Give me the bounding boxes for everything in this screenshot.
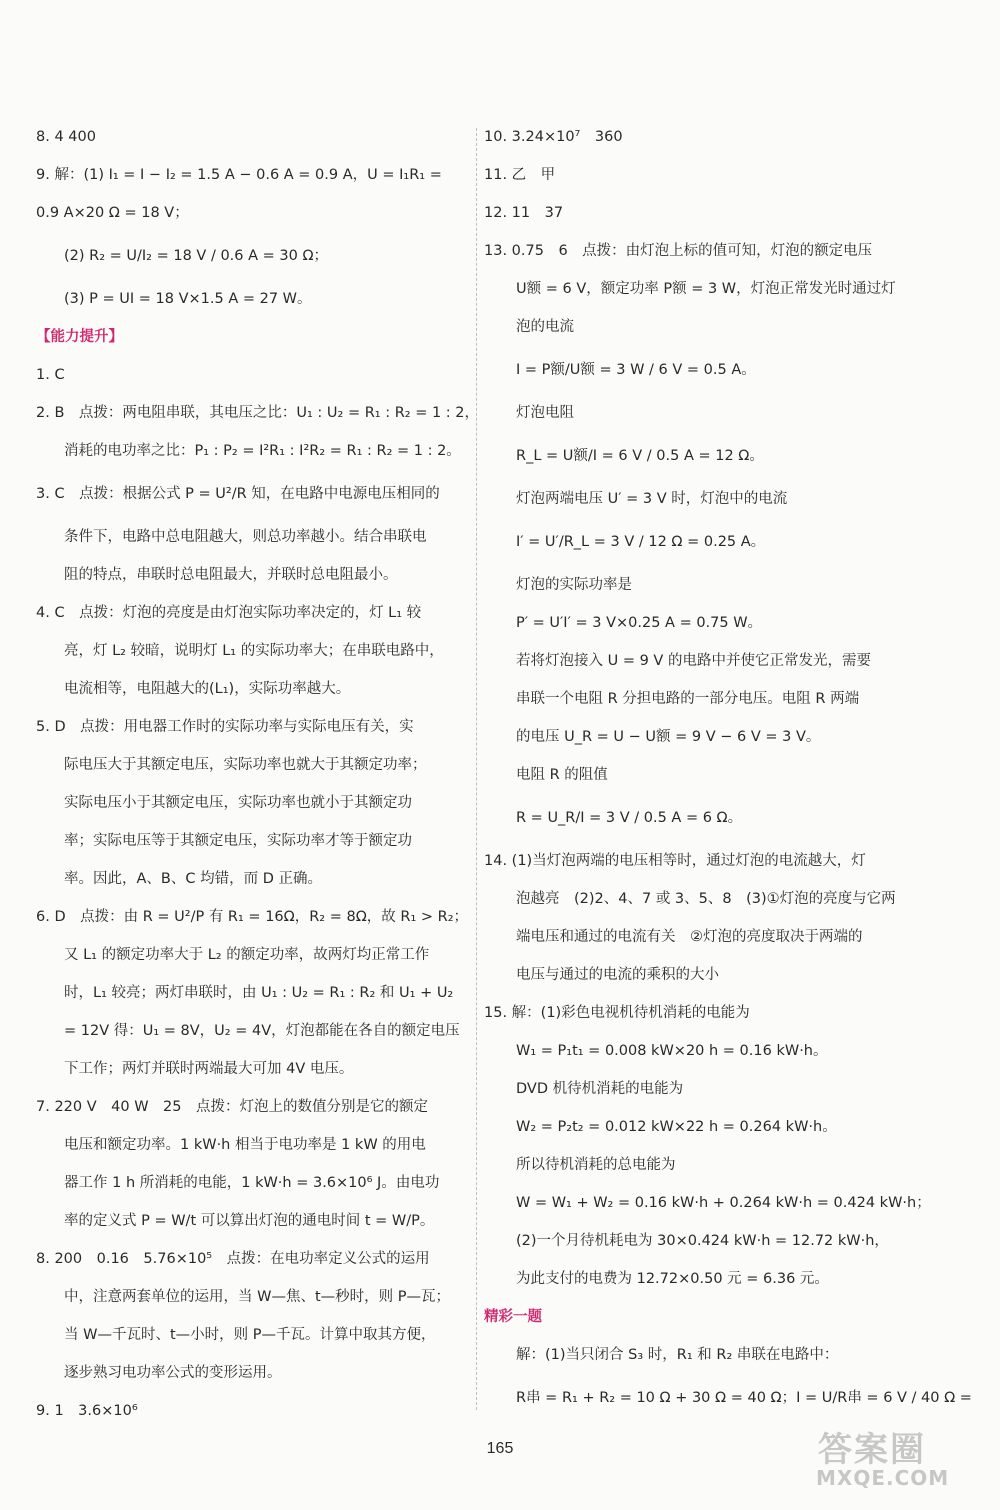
- answer-line: (2) R₂ = U/I₂ = 18 V / 0.6 A = 30 Ω；: [64, 248, 329, 264]
- answer-line: R_L = U额/I = 6 V / 0.5 A = 12 Ω。: [516, 448, 764, 464]
- answer-line: 下工作；两灯并联时两端最大可加 4V 电压。: [64, 1061, 354, 1077]
- answer-line: 泡越亮 (2)2、4、7 或 3、5、8 (3)①灯泡的亮度与它两: [516, 891, 896, 907]
- answer-line: 亮，灯 L₂ 较暗，说明灯 L₁ 的实际功率大；在串联电路中，: [64, 643, 444, 659]
- answer-line: 9. 1 3.6×10⁶: [36, 1403, 138, 1419]
- answer-line: 1. C: [36, 367, 65, 383]
- answer-line: 15. 解：(1)彩色电视机待机消耗的电能为: [484, 1005, 750, 1021]
- answer-line: 4. C 点拨：灯泡的亮度是由灯泡实际功率决定的，灯 L₁ 较: [36, 605, 422, 621]
- answer-line: 10. 3.24×10⁷ 360: [484, 129, 623, 145]
- answer-line: I = P额/U额 = 3 W / 6 V = 0.5 A。: [516, 362, 756, 378]
- answer-line: 12. 11 37: [484, 205, 564, 221]
- answer-line: 器工作 1 h 所消耗的电能，1 kW·h = 3.6×10⁶ J。由电功: [64, 1175, 440, 1191]
- answer-line: 9. 解：(1) I₁ = I − I₂ = 1.5 A − 0.6 A = 0.9 A，U = I₁R₁ =: [36, 167, 442, 183]
- section-heading: 【能力提升】: [36, 329, 123, 345]
- answer-line: W = W₁ + W₂ = 0.16 kW·h + 0.264 kW·h = 0.424 kW·h；: [516, 1195, 931, 1211]
- answer-line: 串联一个电阻 R 分担电路的一部分电压。电阻 R 两端: [516, 691, 860, 707]
- answer-line: 13. 0.75 6 点拨：由灯泡上标的值可知，灯泡的额定电压: [484, 243, 873, 259]
- answer-line: 电压和额定功率。1 kW·h 相当于电功率是 1 kW 的用电: [64, 1137, 426, 1153]
- answer-line: 8. 200 0.16 5.76×10⁵ 点拨：在电功率定义公式的运用: [36, 1251, 430, 1267]
- answer-line: W₁ = P₁t₁ = 0.008 kW×20 h = 0.16 kW·h。: [516, 1043, 828, 1059]
- answer-line: 消耗的电功率之比：P₁ : P₂ = I²R₁ : I²R₂ = R₁ : R₂ = 1 : 2。: [64, 443, 461, 459]
- left-answer-column: [36, 118, 480, 1430]
- answer-line: 中，注意两套单位的运用，当 W—焦、t—秒时，则 P—瓦；: [64, 1289, 450, 1305]
- answer-line: 8. 4 400: [36, 129, 96, 145]
- answer-line: P′ = U′I′ = 3 V×0.25 A = 0.75 W。: [516, 615, 763, 631]
- answer-line: 11. 乙 甲: [484, 167, 556, 183]
- watermark-url: MXQE.COM: [816, 1466, 950, 1490]
- answer-line: 5. D 点拨：用电器工作时的实际功率与实际电压有关，实: [36, 719, 414, 735]
- answer-line: = 12V 得：U₁ = 8V，U₂ = 4V，灯泡都能在各自的额定电压: [64, 1023, 460, 1039]
- answer-line: W₂ = P₂t₂ = 0.012 kW×22 h = 0.264 kW·h。: [516, 1119, 837, 1135]
- answer-line: 6. D 点拨：由 R = U²/P 有 R₁ = 16Ω，R₂ = 8Ω，故 R₁ > R₂；: [36, 909, 469, 925]
- answer-line: 解：(1)当只闭合 S₃ 时，R₁ 和 R₂ 串联在电路中：: [516, 1347, 839, 1363]
- answer-line: DVD 机待机消耗的电能为: [516, 1081, 684, 1097]
- answer-line: 电阻 R 的阻值: [516, 767, 608, 783]
- answer-line: 时，L₁ 较亮；两灯串联时，由 U₁ : U₂ = R₁ : R₂ 和 U₁ + U₂: [64, 985, 454, 1001]
- answer-line: R串 = R₁ + R₂ = 10 Ω + 30 Ω = 40 Ω；I = U/R串 = 6 V / 40 Ω =: [516, 1390, 972, 1406]
- watermark-cn: 答案圈: [818, 1430, 926, 1470]
- answer-line: 7. 220 V 40 W 25 点拨：灯泡上的数值分别是它的额定: [36, 1099, 428, 1115]
- right-answer-column: [484, 118, 972, 1422]
- answer-line: 条件下，电路中总电阻越大，则总功率越小。结合串联电: [64, 529, 427, 545]
- answer-line: 灯泡电阻: [516, 405, 574, 421]
- answer-line: (2)一个月待机耗电为 30×0.424 kW·h = 12.72 kW·h，: [516, 1233, 889, 1249]
- answer-line: 电压与通过的电流的乘积的大小: [516, 967, 719, 983]
- answer-line: I′ = U′/R_L = 3 V / 12 Ω = 0.25 A。: [516, 534, 766, 550]
- answer-line: 当 W—千瓦时、t—小时，则 P—千瓦。计算中取其方便，: [64, 1327, 436, 1343]
- section-heading: 精彩一题: [484, 1309, 542, 1325]
- answer-line: 若将灯泡接入 U = 9 V 的电路中并使它正常发光，需要: [516, 653, 871, 669]
- answer-line: 际电压大于其额定电压，实际功率也就大于其额定功率；: [64, 757, 427, 773]
- answer-line: 逐步熟习电功率公式的变形运用。: [64, 1365, 282, 1381]
- answer-line: 为此支付的电费为 12.72×0.50 元 = 6.36 元。: [516, 1271, 829, 1287]
- answer-line: 所以待机消耗的总电能为: [516, 1157, 676, 1173]
- answer-line: 阻的特点，串联时总电阻最大，并联时总电阻最小。: [64, 567, 398, 583]
- answer-line: 又 L₁ 的额定功率大于 L₂ 的额定功率，故两灯均正常工作: [64, 947, 430, 963]
- answer-line: 率；实际电压等于其额定电压，实际功率才等于额定功: [64, 833, 412, 849]
- answer-line: 的电压 U_R = U − U额 = 9 V − 6 V = 3 V。: [516, 729, 821, 745]
- answer-line: (3) P = UI = 18 V×1.5 A = 27 W。: [64, 291, 312, 307]
- answer-line: 率。因此，A、B、C 均错，而 D 正确。: [64, 871, 322, 887]
- answer-line: 0.9 A×20 Ω = 18 V；: [36, 205, 189, 221]
- answer-line: 14. (1)当灯泡两端的电压相等时，通过灯泡的电流越大，灯: [484, 853, 866, 869]
- column-divider: [476, 128, 477, 1410]
- answer-line: 泡的电流: [516, 319, 574, 335]
- page-number: 165: [486, 1440, 514, 1457]
- answer-line: 实际电压小于其额定电压，实际功率也就小于其额定功: [64, 795, 412, 811]
- answer-line: 3. C 点拨：根据公式 P = U²/R 知，在电路中电源电压相同的: [36, 486, 440, 502]
- answer-line: 灯泡的实际功率是: [516, 577, 632, 593]
- answer-line: U额 = 6 V，额定功率 P额 = 3 W，灯泡正常发光时通过灯: [516, 281, 896, 297]
- site-watermark-logo: [812, 1418, 972, 1498]
- answer-line: 灯泡两端电压 U′ = 3 V 时，灯泡中的电流: [516, 491, 788, 507]
- answer-line: 2. B 点拨：两电阻串联，其电压之比：U₁ : U₂ = R₁ : R₂ = 1 : 2，: [36, 405, 480, 421]
- answer-line: 端电压和通过的电流有关 ②灯泡的亮度取决于两端的: [516, 929, 863, 945]
- answer-line: R = U_R/I = 3 V / 0.5 A = 6 Ω。: [516, 810, 743, 826]
- answer-line: 电流相等，电阻越大的(L₁)，实际功率越大。: [64, 681, 351, 697]
- answer-line: 率的定义式 P = W/t 可以算出灯泡的通电时间 t = W/P。: [64, 1213, 435, 1229]
